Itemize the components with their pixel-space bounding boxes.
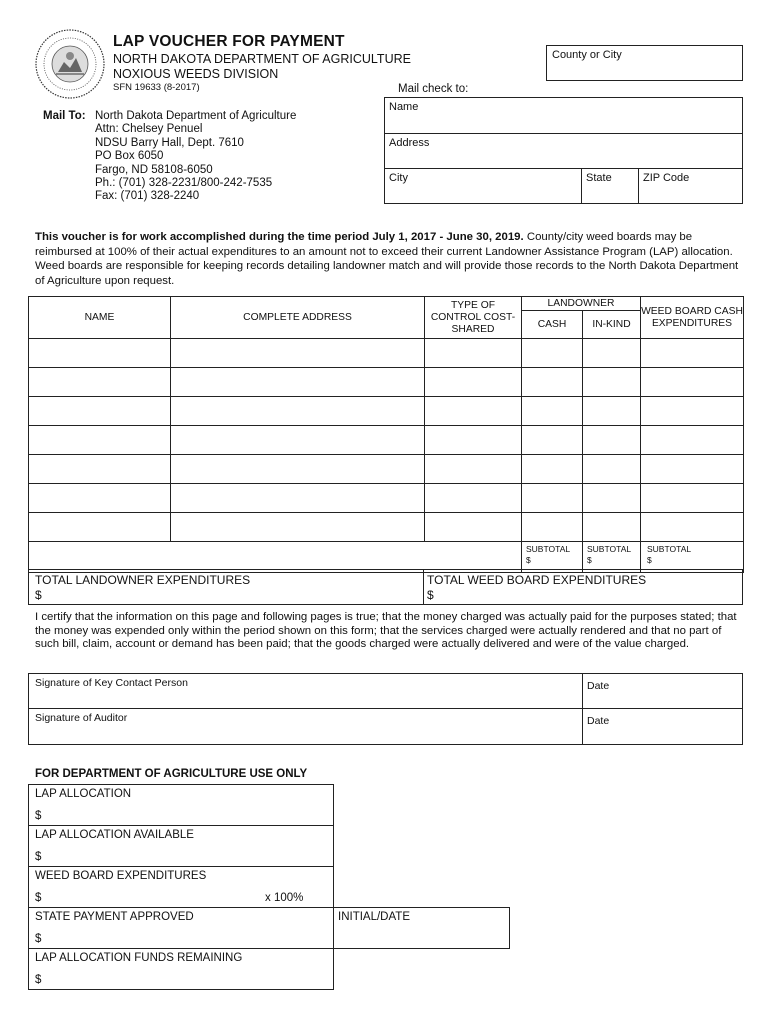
subtotal-spacer (29, 542, 522, 573)
name-cell[interactable] (29, 426, 171, 455)
table-row (29, 426, 744, 455)
header-cash: CASH (522, 311, 583, 339)
header-in-kind: IN-KIND (583, 311, 641, 339)
expenditure-table (28, 296, 744, 573)
funds-remaining-label: LAP ALLOCATION FUNDS REMAINING (35, 952, 243, 964)
payee-address-label: Address (389, 137, 430, 149)
form-number: SFN 19633 (8-2017) (113, 82, 200, 93)
table-row (29, 397, 744, 426)
inkind-cell[interactable] (583, 397, 641, 426)
name-cell[interactable] (29, 368, 171, 397)
mail-to-address (95, 110, 296, 204)
department-name: NORTH DAKOTA DEPARTMENT OF AGRICULTURE (113, 52, 411, 66)
dollar-sign: $ (427, 588, 434, 602)
payee-city-field[interactable] (384, 168, 582, 204)
dollar-sign: $ (35, 810, 42, 822)
funds-remaining-field[interactable] (28, 948, 334, 990)
payee-name-label: Name (389, 101, 419, 113)
total-weedboard-field[interactable] (423, 569, 743, 605)
header-landowner: LANDOWNER (522, 297, 641, 311)
intro-text: County/city weed boards may be reimbursed at 100% of their actual expenditures to an amount not to exceed their current Landowner Assistance Program (LAP) allocation. Weed boards are responsible for keeping records detailing landowner match and will provide those records to the North Dakota Department of Agriculture upon request. (35, 231, 739, 287)
address-cell[interactable] (171, 368, 425, 397)
type-cell[interactable] (425, 513, 522, 542)
weed-board-exp-field[interactable] (28, 866, 334, 908)
date-label: Date (587, 715, 610, 727)
payee-state-field[interactable] (581, 168, 639, 204)
dollar-sign: $ (35, 933, 42, 945)
cash-cell[interactable] (522, 426, 583, 455)
mail-to-line: Fax: (701) 328-2240 (95, 190, 200, 203)
address-cell[interactable] (171, 339, 425, 368)
auditor-signature-field[interactable] (28, 708, 583, 745)
table-row (29, 455, 744, 484)
type-cell[interactable] (425, 426, 522, 455)
county-field[interactable] (546, 45, 743, 81)
weedboard-cell[interactable] (641, 513, 744, 542)
header-type-of-control: TYPE OF CONTROL COST-SHARED (425, 297, 522, 339)
payee-name-field[interactable] (384, 97, 743, 134)
initial-date-label: INITIAL/DATE (338, 911, 410, 923)
type-cell[interactable] (425, 455, 522, 484)
table-row (29, 368, 744, 397)
key-contact-date-field[interactable] (582, 673, 743, 709)
auditor-signature-label: Signature of Auditor (35, 712, 128, 724)
payee-state-label: State (586, 172, 612, 184)
auditor-date-field[interactable] (582, 708, 743, 745)
address-cell[interactable] (171, 397, 425, 426)
subtotal-cash[interactable] (522, 542, 583, 573)
total-weedboard-label: TOTAL WEED BOARD EXPENDITURES (427, 573, 647, 587)
initial-date-field[interactable] (333, 907, 510, 949)
total-landowner-label: TOTAL LANDOWNER EXPENDITURES (35, 573, 251, 587)
dollar-sign: $ (587, 555, 592, 565)
weed-board-exp-label: WEED BOARD EXPENDITURES (35, 870, 207, 882)
mail-to-line: Ph.: (701) 328-2231/800-242-7535 (95, 177, 273, 190)
dollar-sign: $ (35, 892, 42, 904)
county-label: County or City (552, 49, 622, 61)
cash-cell[interactable] (522, 339, 583, 368)
cash-cell[interactable] (522, 368, 583, 397)
weedboard-cell[interactable] (641, 484, 744, 513)
mail-to-line: Attn: Chelsey Penuel (95, 123, 203, 136)
subtotal-label: SUBTOTAL (647, 544, 692, 554)
payee-city-label: City (389, 172, 408, 184)
inkind-cell[interactable] (583, 426, 641, 455)
weedboard-cell[interactable] (641, 368, 744, 397)
table-row (29, 339, 744, 368)
intro-bold: This voucher is for work accomplished during the time period July 1, 2017 - June 30, 2019. (35, 231, 524, 243)
name-cell[interactable] (29, 397, 171, 426)
subtotal-inkind[interactable] (583, 542, 641, 573)
name-cell[interactable] (29, 484, 171, 513)
mail-to-line: Fargo, ND 58108-6050 (95, 163, 213, 176)
cash-cell[interactable] (522, 513, 583, 542)
form-title: LAP VOUCHER FOR PAYMENT (113, 33, 345, 50)
lap-allocation-field[interactable] (28, 784, 334, 826)
cash-cell[interactable] (522, 397, 583, 426)
weedboard-cell[interactable] (641, 397, 744, 426)
name-cell[interactable] (29, 339, 171, 368)
mail-to-line: North Dakota Department of Agriculture (95, 110, 297, 122)
dollar-sign: $ (35, 588, 42, 602)
type-cell[interactable] (425, 368, 522, 397)
weedboard-cell[interactable] (641, 339, 744, 368)
date-label: Date (587, 680, 610, 692)
name-cell[interactable] (29, 455, 171, 484)
intro-paragraph (35, 230, 740, 288)
north-dakota-seal-icon (34, 28, 106, 100)
payee-address-field[interactable] (384, 133, 743, 169)
address-cell[interactable] (171, 455, 425, 484)
header-name: NAME (29, 297, 171, 339)
header-address: COMPLETE ADDRESS (171, 297, 425, 339)
inkind-cell[interactable] (583, 484, 641, 513)
dollar-sign: $ (35, 851, 42, 863)
address-cell[interactable] (171, 484, 425, 513)
type-cell[interactable] (425, 397, 522, 426)
table-row (29, 513, 744, 542)
payee-zip-field[interactable] (638, 168, 743, 204)
inkind-cell[interactable] (583, 455, 641, 484)
times-100-label: x 100% (265, 892, 304, 904)
cash-cell[interactable] (522, 484, 583, 513)
payee-zip-label: ZIP Code (643, 172, 690, 184)
subtotal-weedboard[interactable] (641, 542, 744, 573)
division-name: NOXIOUS WEEDS DIVISION (113, 67, 279, 81)
address-cell[interactable] (171, 513, 425, 542)
lap-available-field[interactable] (28, 825, 334, 867)
key-contact-signature-field[interactable] (28, 673, 583, 709)
state-payment-field[interactable] (28, 907, 334, 949)
type-cell[interactable] (425, 484, 522, 513)
subtotal-row (29, 542, 744, 573)
table-row (29, 484, 744, 513)
header-weed-board: WEED BOARD CASH EXPENDITURES (641, 297, 744, 339)
cash-cell[interactable] (522, 455, 583, 484)
weedboard-cell[interactable] (641, 426, 744, 455)
mail-to-line: NDSU Barry Hall, Dept. 7610 (95, 136, 244, 149)
inkind-cell[interactable] (583, 513, 641, 542)
lap-allocation-label: LAP ALLOCATION (35, 788, 132, 800)
inkind-cell[interactable] (583, 339, 641, 368)
type-cell[interactable] (425, 339, 522, 368)
total-landowner-field[interactable] (28, 569, 424, 605)
dollar-sign: $ (35, 974, 42, 986)
subtotal-label: SUBTOTAL (587, 544, 632, 554)
certification-text: I certify that the information on this page and following pages is true; that the money charged was actually paid for the purposes stated; that the money was expended only within the period shown on this form; that the services charged were actually rendered and that no part of such bill, claim, account or demand has been paid; that the goods charged were actually delivered and were of the value charged. (35, 611, 737, 651)
dept-use-title: FOR DEPARTMENT OF AGRICULTURE USE ONLY (35, 768, 308, 780)
dollar-sign: $ (647, 555, 652, 565)
mail-check-heading: Mail check to: (398, 83, 469, 95)
weedboard-cell[interactable] (641, 455, 744, 484)
subtotal-label: SUBTOTAL (526, 544, 571, 554)
inkind-cell[interactable] (583, 368, 641, 397)
lap-available-label: LAP ALLOCATION AVAILABLE (35, 829, 194, 841)
mail-to-line: PO Box 6050 (95, 150, 164, 163)
address-cell[interactable] (171, 426, 425, 455)
dollar-sign: $ (526, 555, 531, 565)
state-payment-label: STATE PAYMENT APPROVED (35, 911, 194, 923)
mail-to-label: Mail To: (43, 110, 86, 122)
name-cell[interactable] (29, 513, 171, 542)
key-contact-signature-label: Signature of Key Contact Person (35, 677, 188, 689)
